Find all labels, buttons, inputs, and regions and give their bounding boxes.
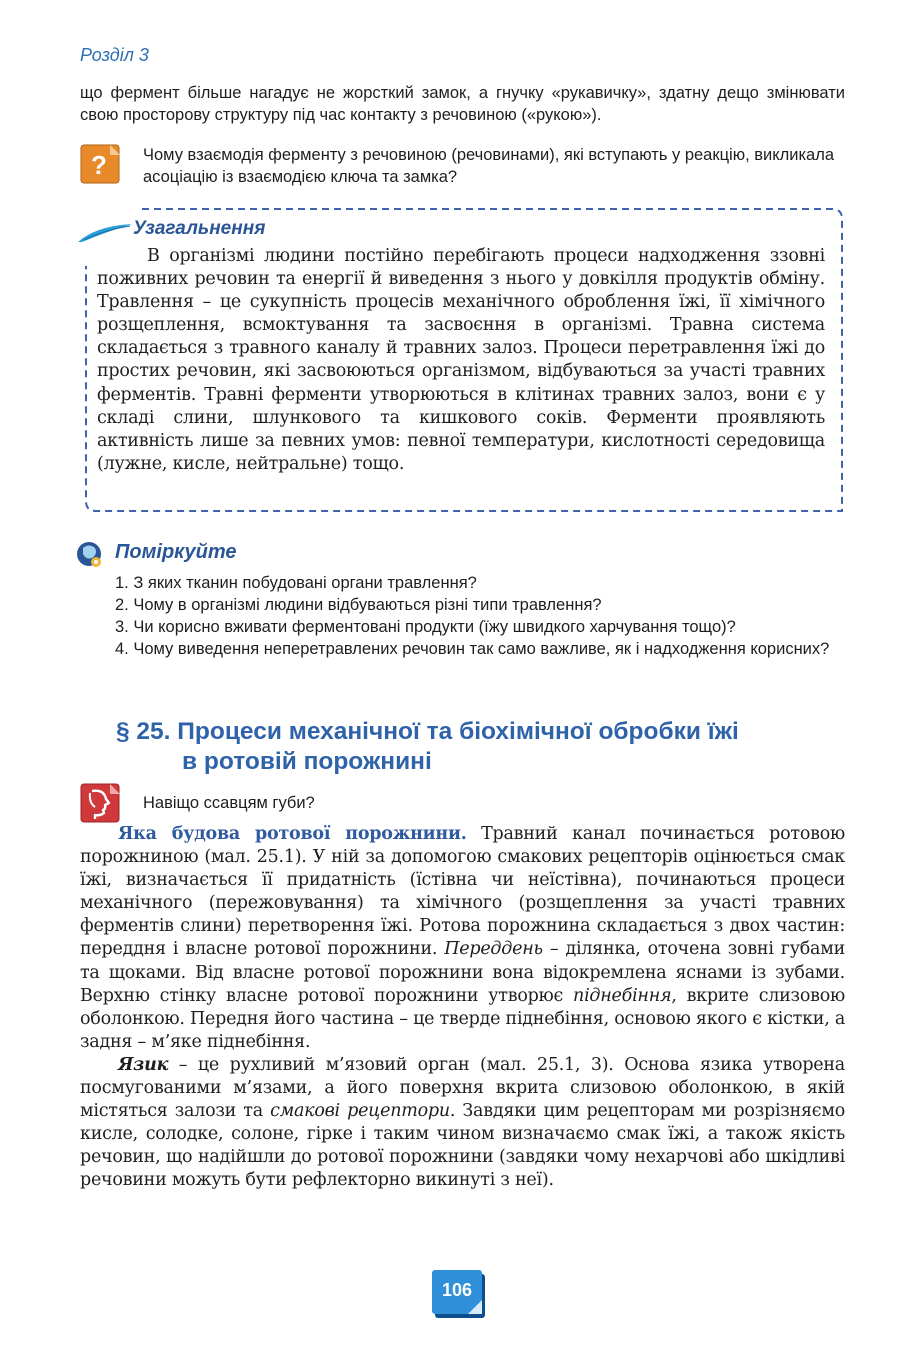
term: смакові рецептори xyxy=(270,1101,450,1122)
question-text: Чому взаємодія ферменту з речовиною (речовинами), які вступають у реакцію, викликала асоціацію із взаємодією ключа та замка? xyxy=(143,146,835,186)
main-text xyxy=(80,823,845,1193)
list-item: 2. Чому в організмі людини відбуваються різні типи травлення? xyxy=(115,596,602,614)
chapter-header: Розділ 3 xyxy=(80,45,149,65)
summary-text: В організмі людини постійно перебігають процеси надходження ззовні поживних речовин та енергії й виведення з нього у довкілля продуктів обміну. Травлення – це сукупність процесів механічного оброблення їжі, її хімічного розщеплення, всмоктування та засвоєння в організмі. Травна система складається з травного каналу й травних залоз. Процеси перетравлення їжі до простих речовин, які засвоюються організмом, відбуваються за участі травних ферментів. Травні ферменти утворюються в клітинах травних залоз, вони є у складі слини, шлункового та кишкового соків. Ферменти проявляють активність лише за певних умов: певної температури, кислотності середовища (лужне, кисле, нейтральне) тощо. xyxy=(97,246,825,474)
paragraph xyxy=(80,823,845,1054)
page-number: 106 xyxy=(441,1280,473,1300)
text-run: . Завдяки цим рецепторам ми розрізняємо кисле, солодке, солоне, гірке і таким чином визначаємо смак їжі, а також якість речовин, що надійшли до ротової порожнини (завдяки чому нехарчові або шкідливі речовини можуть бути рефлекторно викинуті з неї). xyxy=(80,1101,845,1191)
intro-paragraph: що фермент більше нагадує не жорсткий замок, а гнучку «рукавичку», здатну дещо змінювати свою просторову структуру під час контакту з речовиною («рукою»). xyxy=(80,84,845,124)
text-run: Травний канал починається ротовою порожниною (мал. 25.1). У ній за допомогою смакових рецепторів оцінюється смак їжі, визначається її придатність (їстівна чи неїстівна), починаються процеси механічного (пережовування) та хімічного (розщеплення за участі травних ферментів слини) перетворення їжі. Ротова порожнина складається з двох частин: переддня і власне ротової порожнини. xyxy=(80,824,846,960)
paragraph-heading: Яка будова ротової порожнини. xyxy=(118,824,467,844)
list-item: 3. Чи корисно вживати ферментовані продукти (їжу швидкого харчування тощо)? xyxy=(115,618,736,636)
text-run: – ділянка, оточена зовні губами та щоками. Від власне ротової порожнини вона відокремлена яснами із зубами. Верхню стінку власне ротової порожнини утворює xyxy=(80,939,845,1006)
feather-swoosh-icon xyxy=(76,222,134,244)
summary-title: Узагальнення xyxy=(133,218,266,239)
think-list xyxy=(80,572,845,660)
section-title xyxy=(116,717,846,777)
thinking-head-icon xyxy=(74,540,104,568)
section-title-line2: в ротовій порожнині xyxy=(182,748,432,775)
term: піднебіння xyxy=(573,985,672,1006)
text-run: – це рухливий м’язовий орган (мал. 25.1, 3). Основа язика утворена посмугованими м’язами, а його поверхня вкрита слизовою оболонкою, в якій містяться залози та xyxy=(80,1054,845,1122)
section-title-line1: § 25. Процеси механічної та біохімічної обробки їжі xyxy=(116,718,739,745)
question-mark-icon xyxy=(80,144,122,186)
think-title: Поміркуйте xyxy=(115,541,237,563)
term: Язик xyxy=(118,1054,169,1075)
lips-question-text: Навіщо ссавцям губи? xyxy=(143,794,315,812)
lips-profile-icon xyxy=(80,783,122,825)
paragraph xyxy=(80,1054,845,1193)
svg-text:?: ? xyxy=(91,150,107,180)
list-item: 4. Чому виведення неперетравлених речовин так само важливе, як і надходження корисних? xyxy=(115,640,830,658)
term: Переддень xyxy=(444,939,543,960)
page-number-badge xyxy=(432,1270,488,1327)
text-run: , вкрите слизовою оболонкою. Передня його частина – це тверде піднебіння, основою якого є кістки, а задня – м’яке піднебіння. xyxy=(80,985,846,1052)
list-item: 1. З яких тканин побудовані органи травлення? xyxy=(115,574,477,592)
